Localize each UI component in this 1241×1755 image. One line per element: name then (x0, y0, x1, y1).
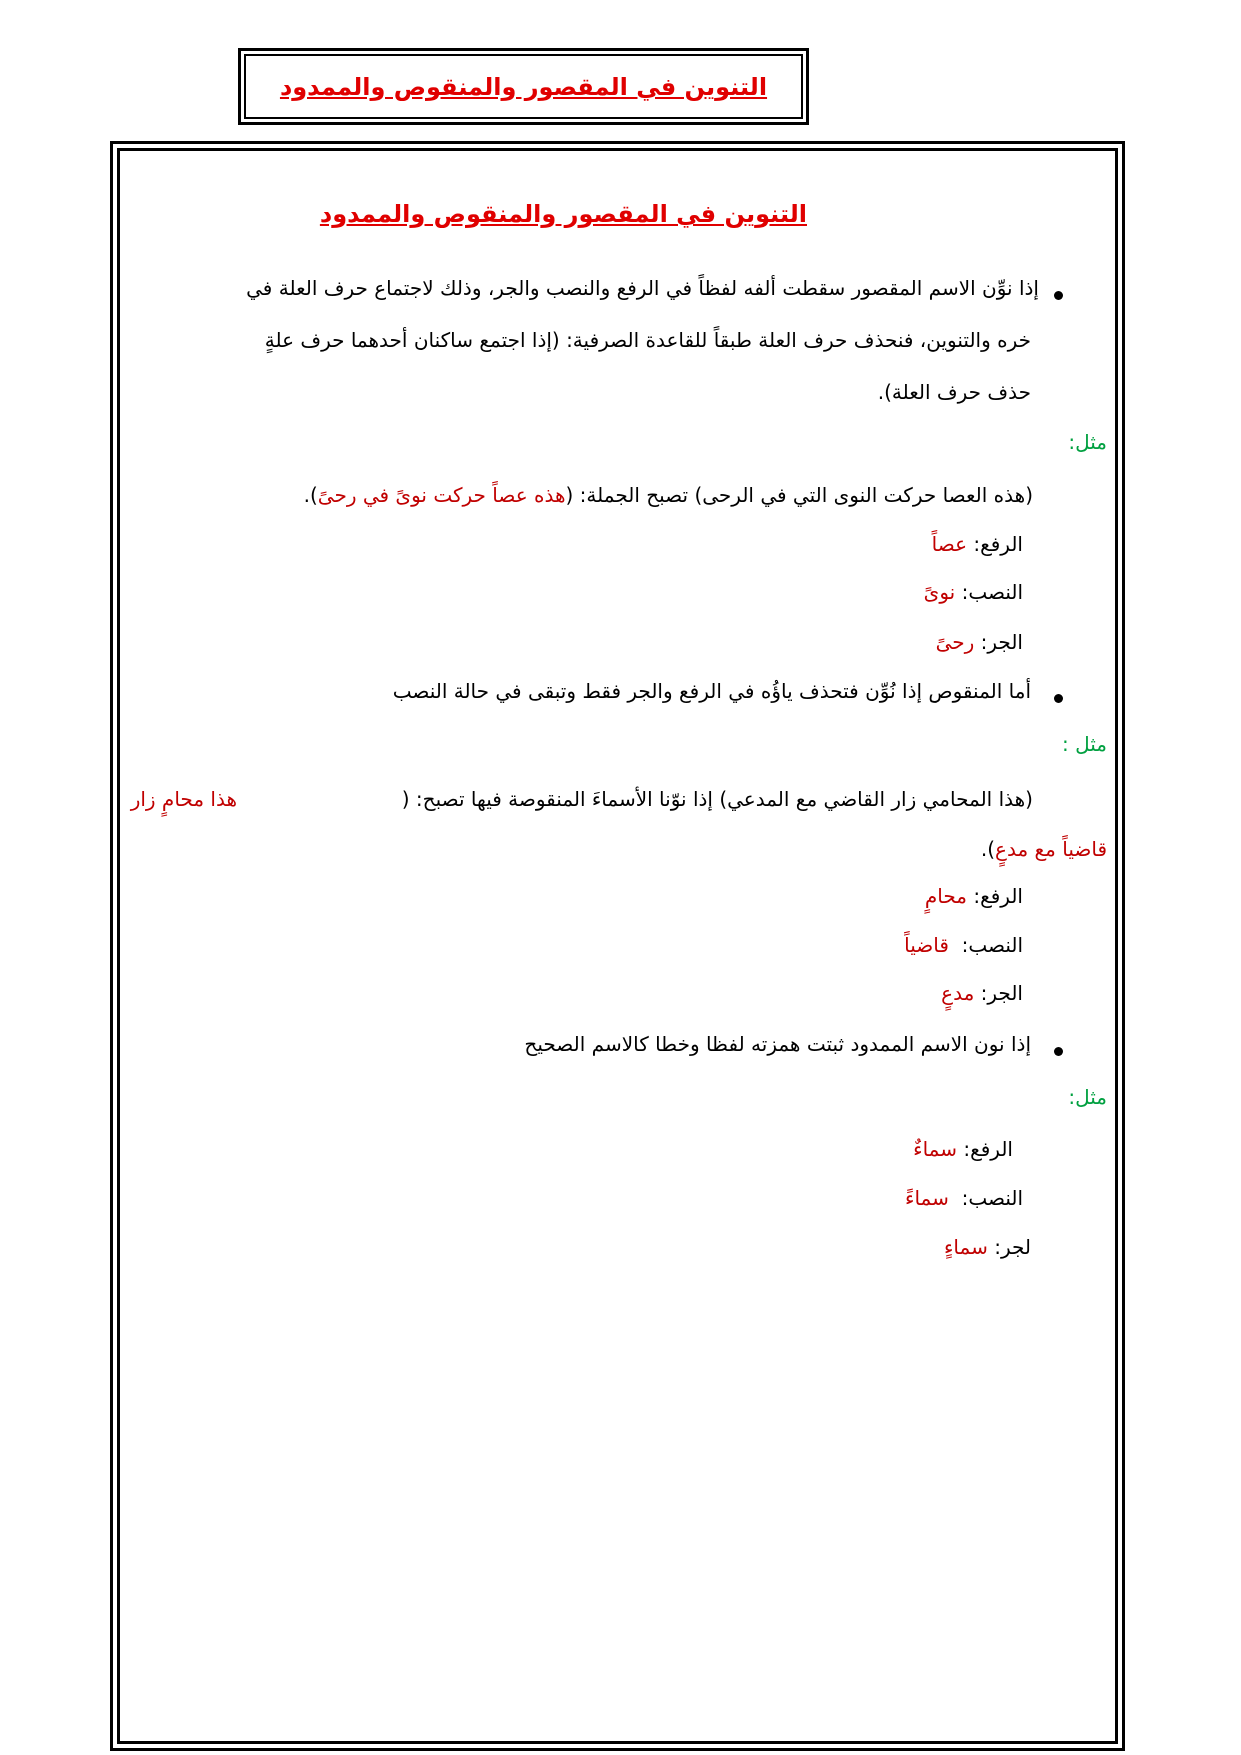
rule-1-line-3: حذف حرف العلة). (877, 380, 1031, 404)
example-3-nasb-value: سماءً (905, 1186, 949, 1210)
example-2-jar-value: مدعٍ (941, 981, 975, 1005)
header-title-box (238, 48, 809, 125)
example-3-raf-label: الرفع: (957, 1137, 1013, 1161)
example-3-label: مثل: (1068, 1085, 1107, 1109)
example-1-sentence-prefix: (هذه العصا حركت النوى التي في الرحى) تصبح الجملة: ( (565, 483, 1033, 507)
example-2-nasb-row (904, 933, 1023, 957)
example-3-jar-row (944, 1235, 1031, 1259)
rule-2-text: أما المنقوص إذا نُوِّن فتحذف ياؤُه في الرفع والجر فقط وتبقى في حالة النصب (392, 679, 1031, 703)
content-title: التنوين في المقصور والمنقوص والممدود (319, 200, 807, 228)
example-1-jar-row (936, 630, 1023, 654)
example-1-sentence-suffix: ). (303, 483, 318, 507)
example-2-sentence-highlight-2: قاضياً مع مدعٍ (995, 837, 1107, 861)
bullet-rule-3 (1054, 1047, 1063, 1056)
example-1-sentence (304, 483, 1033, 507)
rule-1-line-2: خره والتنوين، فنحذف حرف العلة طبقاً للقاعدة الصرفية: (إذا اجتمع ساكنان أحدهما حرف علةٍ (264, 328, 1031, 352)
example-2-nasb-label: النصب: (955, 933, 1023, 957)
example-2-jar-label: الجر: (974, 981, 1023, 1005)
example-2-sentence-prefix: (هذا المحامي زار القاضي مع المدعي) إذا نوّنا الأسماءَ المنقوصة فيها تصبح: ( (401, 787, 1033, 811)
example-3-raf-value: سماءٌ (913, 1137, 957, 1161)
example-1-jar-value: رحىً (935, 630, 975, 654)
rule-3-text: إذا نون الاسم الممدود ثبتت همزته لفظا وخطا كالاسم الصحيح (524, 1032, 1031, 1056)
example-2-sentence-line-2 (981, 837, 1107, 861)
example-1-nasb-label: النصب: (955, 580, 1023, 604)
example-1-raf-value: عصاً (931, 532, 967, 556)
bullet-rule-1 (1054, 291, 1063, 300)
example-2-raf-value: محامٍ (924, 884, 967, 908)
example-1-raf-label: الرفع: (967, 532, 1023, 556)
bullet-rule-2 (1054, 694, 1063, 703)
example-1-label: مثل: (1068, 430, 1107, 454)
example-1-nasb-row (924, 580, 1023, 604)
example-2-sentence-highlight-1: هذا محامٍ زار (130, 787, 237, 811)
header-title-inner-border (244, 54, 803, 119)
example-2-sentence-line-1 (402, 787, 1033, 811)
example-2-nasb-value: قاضياً (904, 933, 949, 957)
rule-1-line-1: إذا نوِّن الاسم المقصور سقطت ألفه لفظاً في الرفع والنصب والجر، وذلك لاجتماع حرف العلة في (246, 276, 1039, 300)
example-2-sentence-suffix: ). (980, 837, 996, 861)
example-1-nasb-value: نوىً (923, 580, 956, 604)
example-2-raf-label: الرفع: (967, 884, 1023, 908)
example-2-jar-row (941, 981, 1023, 1005)
example-2-raf-row (925, 884, 1023, 908)
header-title: التنوين في المقصور والمنقوص والممدود (279, 72, 768, 101)
example-3-nasb-label: النصب: (955, 1186, 1023, 1210)
example-3-nasb-row (905, 1186, 1023, 1210)
example-3-jar-label: لجر: (987, 1235, 1031, 1259)
example-1-raf-row (932, 532, 1023, 556)
example-3-raf-row (913, 1137, 1013, 1161)
example-1-sentence-highlight: هذه عصاً حركت نوىً في رحىً (317, 483, 566, 507)
example-2-label: مثل : (1062, 732, 1107, 756)
example-3-jar-value: سماءٍ (944, 1235, 988, 1259)
example-1-jar-label: الجر: (974, 630, 1023, 654)
